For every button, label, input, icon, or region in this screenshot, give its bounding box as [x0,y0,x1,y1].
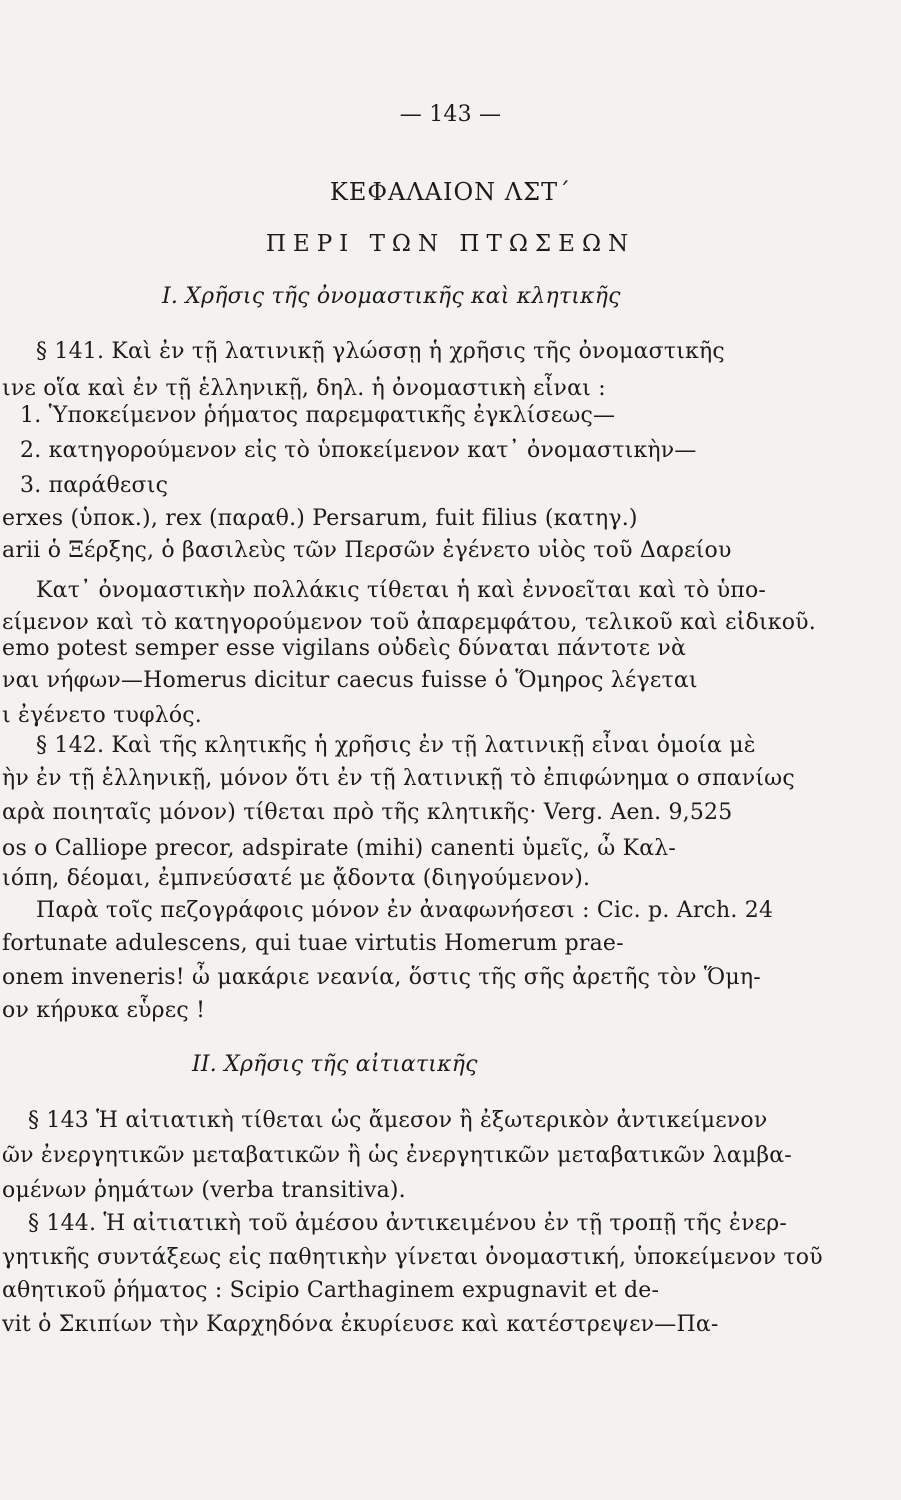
text-line: ναι νήφων—Homerus dicitur caecus fuisse ὁ Ὅμηρος λέγεται [2,668,698,693]
text-line: αθητικοῦ ῥήματος : Scipio Carthaginem expugnavit et de- [2,1278,660,1303]
text-line: είμενον καὶ τὸ κατηγορούμενον τοῦ ἀπαρεμφάτου, τελικοῦ καὶ εἰδικοῦ. [2,610,816,635]
section-heading: II. Χρῆσις τῆς αἰτιατικῆς [192,1052,478,1077]
text-line: ιόπη, δέομαι, ἐμπνεύσατέ με ᾄδοντα (διηγούμενον). [2,866,591,891]
part-title: ΠΕΡΙ ΤΩΝ ΠΤΩΣΕΩΝ [265,231,636,257]
text-line: § 143 Ἡ αἰτιατικὴ τίθεται ὡς ἄμεσον ἢ ἐξωτερικὸν ἀντικείμενον [28,1108,768,1133]
text-line: erxes (ὑποκ.), rex (παραθ.) Persarum, fuit filius (κατηγ.) [2,506,638,531]
text-line: ον κήρυκα εὗρες ! [2,998,206,1023]
text-line: os o Calliope precor, adspirate (mihi) canenti ὑμεῖς, ὦ Καλ- [2,836,677,861]
text-line: Παρὰ τοῖς πεζογράφοις μόνον ἐν ἀναφωνήσεσι : Cic. p. Arch. 24 [36,898,774,923]
section-heading: I. Χρῆσις τῆς ὀνομαστικῆς καὶ κλητικῆς [162,284,621,309]
text-line: γητικῆς συντάξεως εἰς παθητικὴν γίνεται ὀνομαστική, ὑποκείμενον τοῦ [2,1245,823,1270]
text-line: arii ὁ Ξέρξης, ὁ βασιλεὺς τῶν Περσῶν ἐγένετο υἱὸς τοῦ Δαρείου [2,538,732,563]
text-line: § 142. Καὶ τῆς κλητικῆς ἡ χρῆσις ἐν τῇ λατινικῇ εἶναι ὁμοία μὲ [36,733,756,758]
text-line: 3. παράθεσις [20,473,169,498]
text-line: ινε οἵα καὶ ἐν τῇ ἑλληνικῇ, δηλ. ἡ ὀνομαστικὴ εἶναι : [2,376,606,401]
text-line: ὴν ἐν τῇ ἑλληνικῇ, μόνον ὅτι ἐν τῇ λατινικῇ τὸ ἐπιφώνημα o σπανίως [2,766,795,791]
text-line: 2. κατηγορούμενον εἰς τὸ ὑποκείμενον κατ᾽ ὀνομαστικὴν— [20,438,697,463]
text-line: vit ὁ Σκιπίων τὴν Καρχηδόνα ἐκυρίευσε καὶ κατέστρεψεν—Πα- [2,1312,719,1337]
text-line: emo potest semper esse vigilans οὐδεὶς δύναται πάντοτε νὰ [2,636,687,661]
text-line: onem inveneris! ὦ μακάριε νεανία, ὅστις τῆς σῆς ἀρετῆς τὸν Ὅμη- [2,965,761,990]
text-line: § 144. Ἡ αἰτιατικὴ τοῦ ἀμέσου ἀντικειμένου ἐν τῇ τροπῇ τῆς ἐνερ- [28,1211,788,1236]
text-line: ῶν ἐνεργητικῶν μεταβατικῶν ἢ ὡς ἐνεργητικῶν μεταβατικῶν λαμβα- [2,1143,792,1168]
text-line: fortunate adulescens, qui tuae virtutis Homerum prae- [2,931,624,956]
text-line: ι ἐγένετο τυφλός. [2,703,203,728]
chapter-title: ΚΕΦΑΛΑΙΟΝ ΛΣΤ΄ [329,178,572,206]
text-line: ομένων ῥημάτων (verba transitiva). [2,1178,406,1203]
text-line: αρὰ ποιηταῖς μόνον) τίθεται πρὸ τῆς κλητικῆς· Verg. Aen. 9,525 [2,800,733,825]
text-line: 1. Ὑποκείμενον ῥήματος παρεμφατικῆς ἐγκλίσεως— [20,403,616,428]
text-line: § 141. Καὶ ἐν τῇ λατινικῇ γλώσσῃ ἡ χρῆσις τῆς ὀνομαστικῆς [36,339,725,364]
text-line: Κατ᾽ ὀνομαστικὴν πολλάκις τίθεται ἡ καὶ ἐννοεῖται καὶ τὸ ὑπο- [36,578,767,603]
page-number: — 143 — [399,102,502,127]
